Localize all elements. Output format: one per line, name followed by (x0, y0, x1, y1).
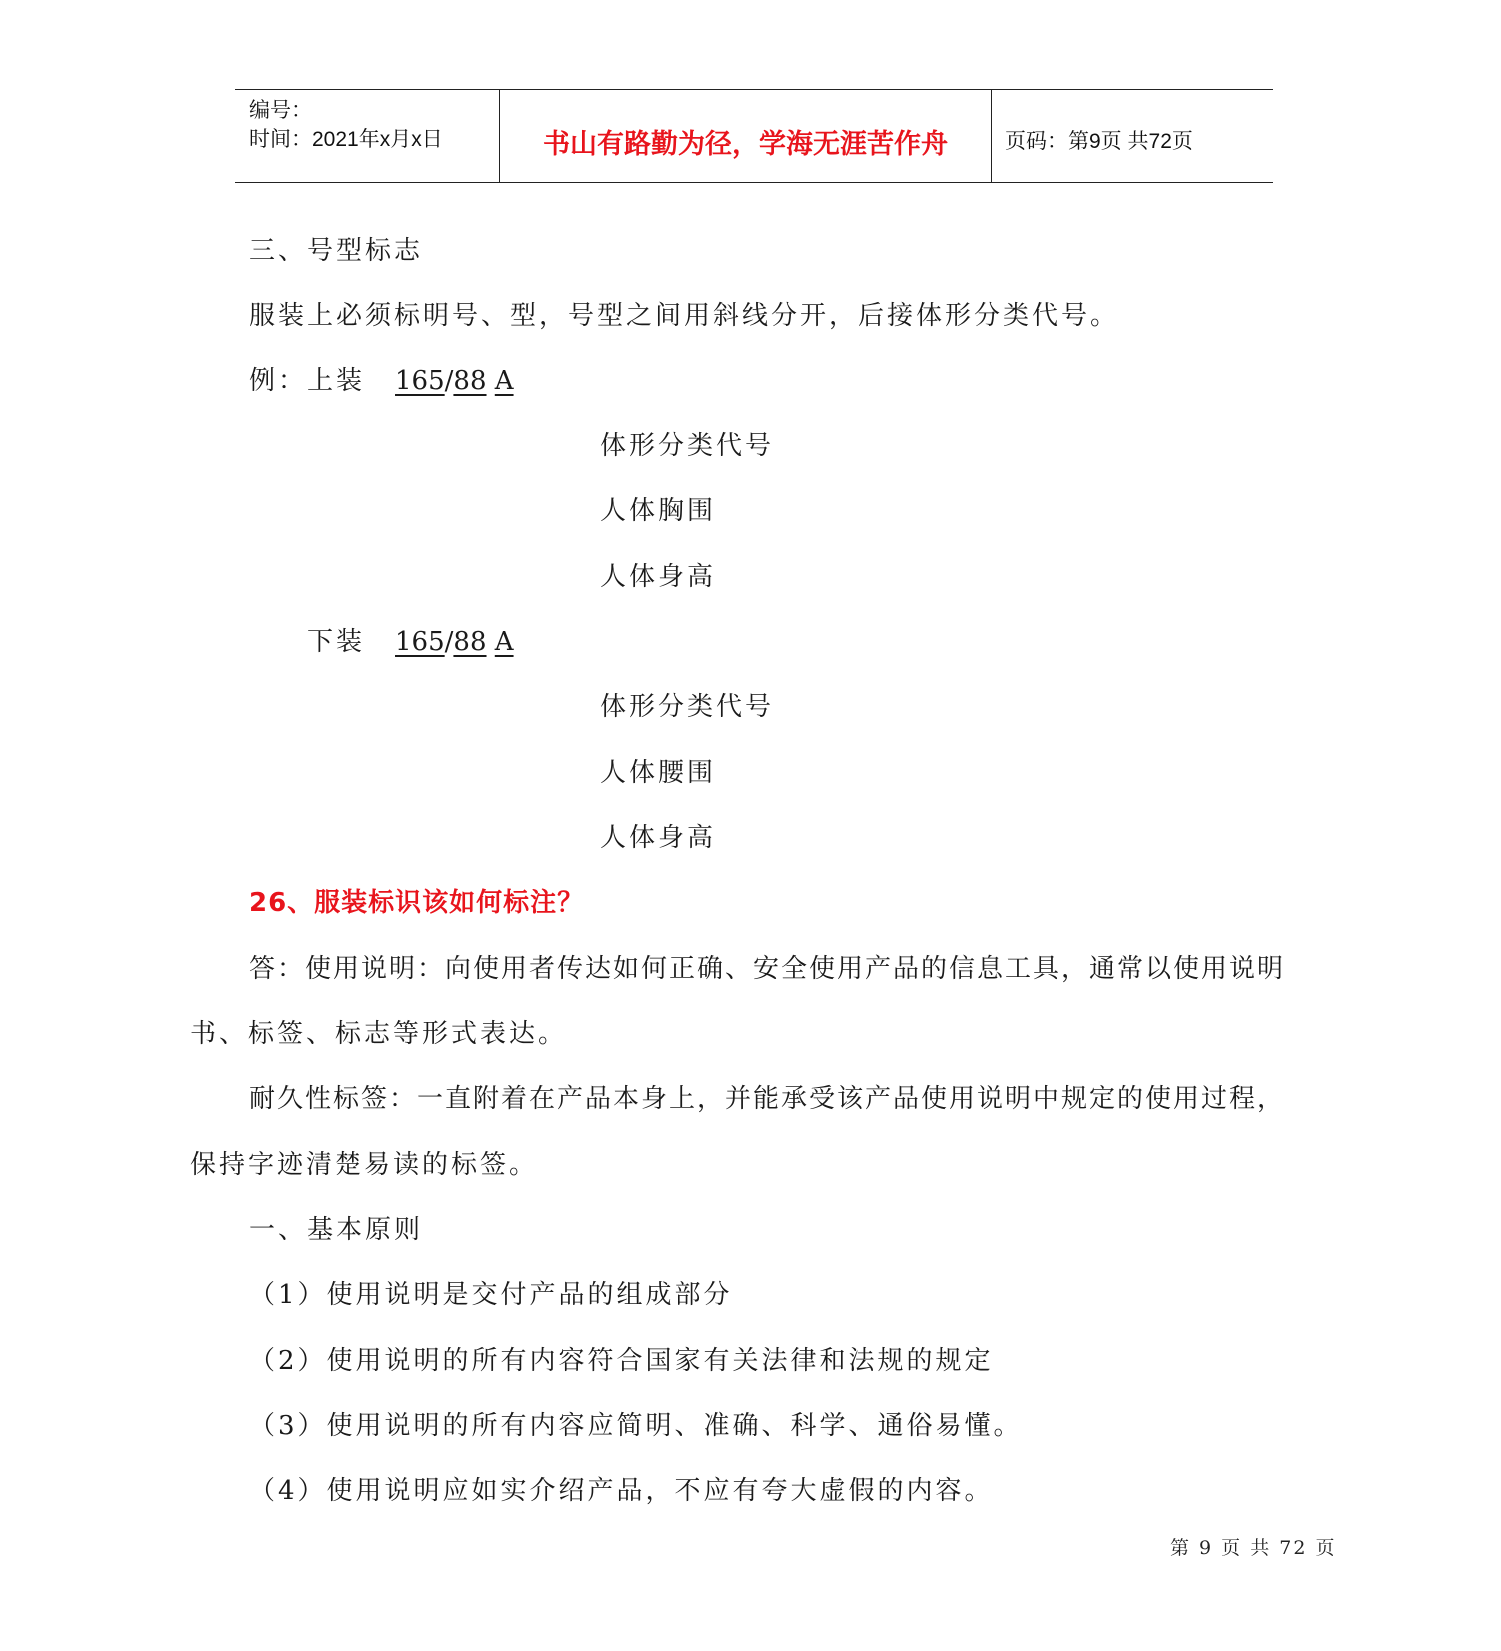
top-note-body-type: 体形分类代号 (600, 431, 775, 461)
header-right-cell (992, 90, 1273, 182)
document-header-table (235, 89, 1273, 183)
top-size-code (395, 366, 514, 396)
durable-label-line-2: 保持字迹清楚易读的标签。 (190, 1150, 539, 1180)
top-slash: / (444, 366, 454, 396)
principle-item-2: （2）使用说明的所有内容符合国家有关法律和法规的规定 (249, 1346, 994, 1376)
question-26-title: 26、服装标识该如何标注？ (249, 888, 585, 918)
top-type-value: A (494, 366, 514, 396)
motto-text: 书山有路勤为径，学海无涯苦作舟 (543, 129, 948, 160)
bottom-size-code (395, 627, 514, 657)
bottom-note-body-type: 体形分类代号 (600, 692, 775, 722)
bottom-note-waist: 人体腰围 (600, 758, 717, 788)
answer-line-1: 答：使用说明：向使用者传达如何正确、安全使用产品的信息工具，通常以使用说明 (249, 954, 1286, 984)
bottom-type-value: A (494, 627, 514, 657)
header-middle-cell (500, 90, 992, 182)
time-label: 时间：2021年x月x日 (249, 128, 443, 151)
section-3-text: 服装上必须标明号、型，号型之间用斜线分开，后接体形分类代号。 (249, 301, 1120, 331)
top-note-height: 人体身高 (600, 562, 717, 592)
bottom-height-value: 165 (395, 627, 445, 657)
top-height-value: 165 (395, 366, 445, 396)
principles-title: 一、基本原则 (249, 1215, 424, 1245)
principle-item-1: （1）使用说明是交付产品的组成部分 (249, 1280, 733, 1310)
page-number-label: 页码：第9页 共72页 (1005, 130, 1193, 153)
example-label: 例：上装 (249, 366, 366, 396)
bottom-example-line (307, 621, 514, 658)
durable-label-line-1: 耐久性标签：一直附着在产品本身上，并能承受该产品使用说明中规定的使用过程， (249, 1084, 1286, 1114)
bottom-slash: / (444, 627, 454, 657)
top-girth-value: 88 (453, 366, 487, 396)
top-note-chest: 人体胸围 (600, 496, 717, 526)
bottom-girth-value: 88 (453, 627, 487, 657)
principle-item-4: （4）使用说明应如实介绍产品，不应有夸大虚假的内容。 (249, 1476, 994, 1506)
principle-item-3: （3）使用说明的所有内容应简明、准确、科学、通俗易懂。 (249, 1411, 1023, 1441)
number-label: 编号： (249, 99, 312, 122)
answer-line-2: 书、标签、标志等形式表达。 (190, 1019, 568, 1049)
section-3-title: 三、号型标志 (249, 236, 424, 266)
header-left-cell (235, 90, 500, 182)
footer-page-number: 第 9 页 共 72 页 (1170, 1537, 1337, 1559)
bottom-note-height: 人体身高 (600, 823, 717, 853)
bottom-label: 下装 (307, 627, 366, 657)
top-example-line (249, 360, 514, 397)
